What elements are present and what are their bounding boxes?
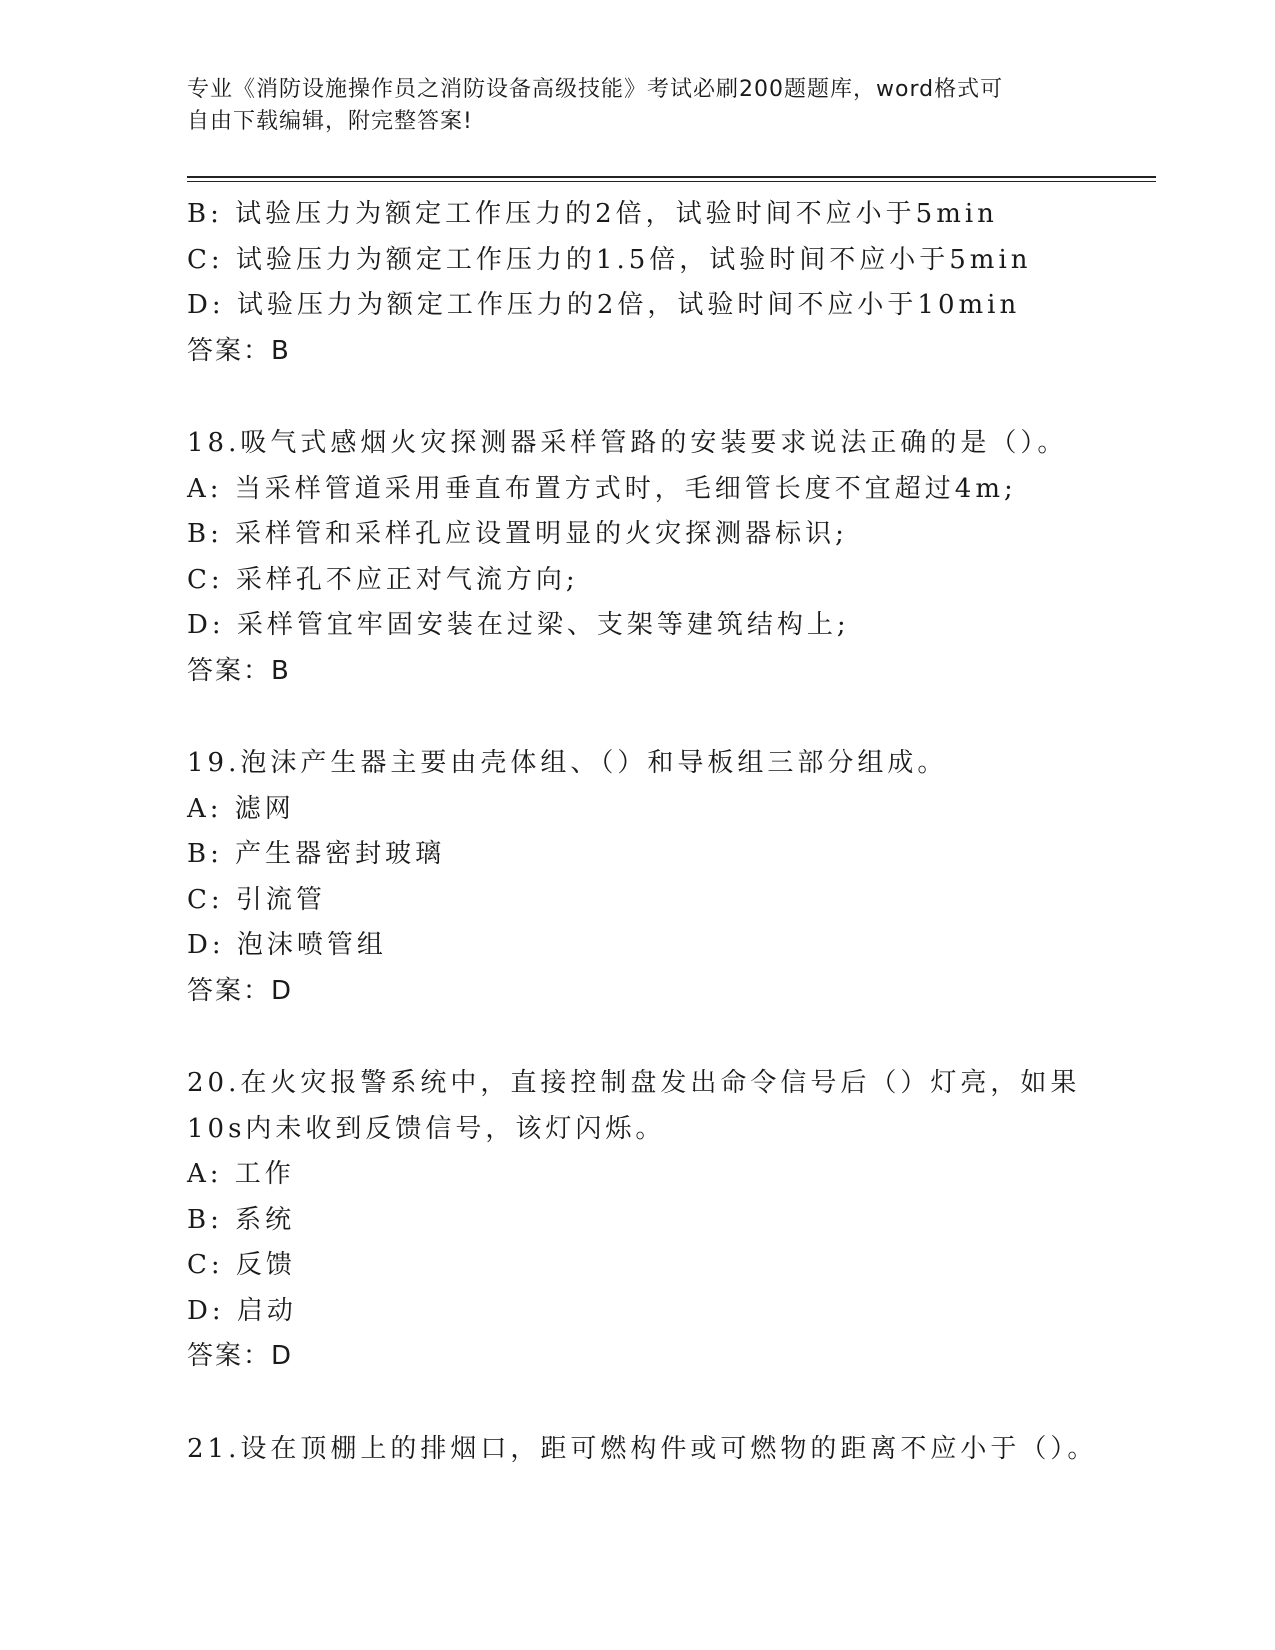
header-title-line-2: 自由下载编辑，附完整答案! <box>187 109 473 134</box>
answer-line: 答案：B <box>187 335 291 366</box>
option-c: C: 采样孔不应正对气流方向; <box>187 564 579 595</box>
option-d: D: 泡沫喷管组 <box>187 930 387 960</box>
question-block-19 <box>187 741 1087 1014</box>
option-b: B: 采样管和采样孔应设置明显的火灾探测器标识; <box>187 519 848 549</box>
question-block-18 <box>187 421 1087 694</box>
spacer <box>187 374 1087 421</box>
spacer <box>187 1014 1087 1061</box>
option-d: D: 采样管宜牢固安装在过梁、支架等建筑结构上; <box>187 610 850 640</box>
document-header <box>187 74 1067 138</box>
answer-line: 答案：D <box>187 975 294 1006</box>
question-block-21 <box>187 1427 1098 1473</box>
spacer <box>187 694 1087 741</box>
question-list <box>187 192 1098 1472</box>
header-title-line-1: 专业《消防设施操作员之消防设备高级技能》考试必刷200题题库，word格式可 <box>187 77 1004 102</box>
option-a: A: 当采样管道采用垂直布置方式时，毛细管长度不宜超过4m; <box>187 473 1017 504</box>
question-stem-line-1: 20.在火灾报警系统中，直接控制盘发出命令信号后（）灯亮，如果 <box>187 1068 1081 1098</box>
option-b: B: 系统 <box>187 1204 296 1235</box>
option-a: A: 工作 <box>187 1159 295 1189</box>
option-c: C: 试验压力为额定工作压力的1.5倍，试验时间不应小于5min <box>187 244 1032 275</box>
header-divider-thin <box>187 181 1156 182</box>
question-stem: 19.泡沫产生器主要由壳体组、（）和导板组三部分组成。 <box>187 748 948 778</box>
answer-line: 答案：D <box>187 1341 294 1371</box>
question-block-20 <box>187 1061 1087 1380</box>
answer-line: 答案：B <box>187 655 291 686</box>
option-d: D: 启动 <box>187 1295 297 1326</box>
question-stem: 18.吸气式感烟火灾探测器采样管路的安装要求说法正确的是（）。 <box>187 428 1068 458</box>
option-d: D: 试验压力为额定工作压力的2倍，试验时间不应小于10min <box>187 290 1021 320</box>
question-stem-line-2: 10s内未收到反馈信号，该灯闪烁。 <box>187 1113 666 1144</box>
option-a: A: 滤网 <box>187 793 295 824</box>
spacer <box>187 1380 1087 1427</box>
option-c: C: 引流管 <box>187 884 326 915</box>
option-c: C: 反馈 <box>187 1250 296 1280</box>
option-b: B: 产生器密封玻璃 <box>187 839 446 869</box>
question-block-17 <box>187 192 1087 374</box>
question-stem: 21.设在顶棚上的排烟口，距可燃构件或可燃物的距离不应小于（）。 <box>187 1433 1098 1464</box>
option-b: B: 试验压力为额定工作压力的2倍，试验时间不应小于5min <box>187 199 998 229</box>
header-divider-thick <box>187 176 1156 178</box>
